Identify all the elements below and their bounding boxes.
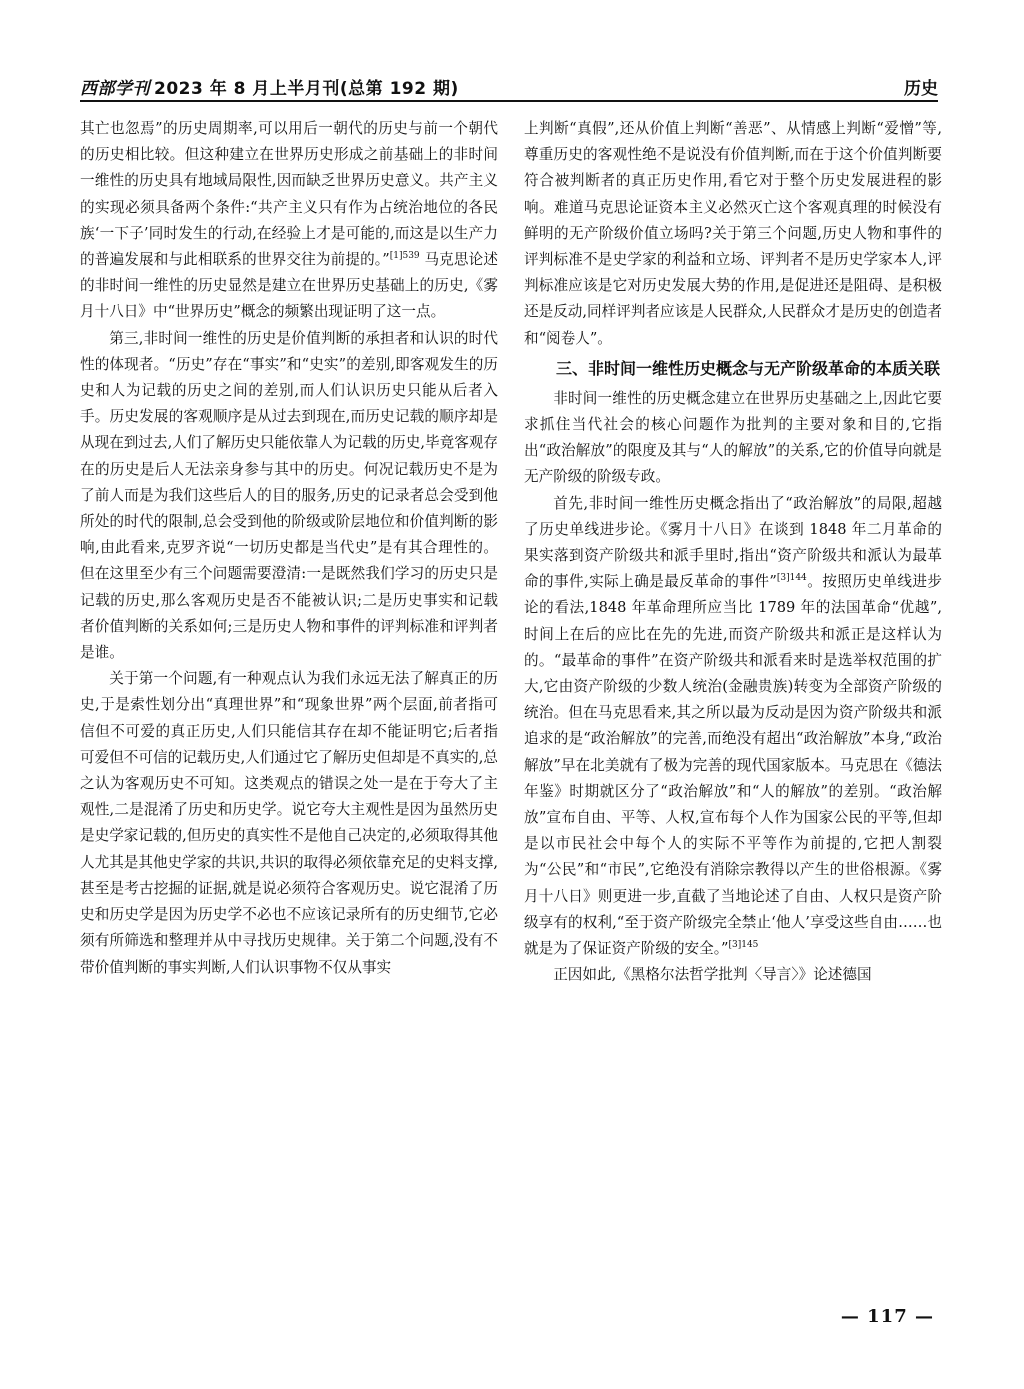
paragraph: 上判断“真假”,还从价值上判断“善恶”、从情感上判断“爱憎”等,尊重历史的客观性绝不是说没有价值判断,而在于这个价值判断要符合被判断者的真正历史作用,看它对于整个历史发展进程的影响。难道马克思论证资本主义必然灭亡这个客观真理的时候没有鲜明的无产阶级价值立场吗?关于第三个问题,历史人物和事件的评判标准不是史学家的利益和立场、评判者不是历史学家本人,评判标准应该是它对历史发展大势的作用,是促进还是阻碍、是积极还是反动,同样评判者应该是人民群众,人民群众才是历史的创造者和“阅卷人”。 [524, 120, 942, 347]
citation-ref: [1]539 [389, 251, 420, 262]
paragraph: 非时间一维性的历史概念建立在世界历史基础之上,因此它要求抓住当代社会的核心问题作为批判的主要对象和目的,它指出“政治解放”的限度及其与“人的解放”的关系,它的价值导向就是无产阶级的阶级专政。 [524, 389, 942, 486]
paragraph: 正因如此,《黑格尔法哲学批判〈导言〉》论述德国 [553, 966, 872, 984]
section-label: 历史 [904, 79, 938, 99]
right-column [524, 116, 942, 989]
paragraph: 其亡也忽焉”的历史周期率,可以用后一朝代的历史与前一个朝代的历史相比较。但这种建立在世界历史形成之前基础上的非时间一维性的历史具有地域局限性,因而缺乏世界历史意义。共产主义的实现必须具备两个条件:“共产主义只有作为占统治地位的各民族‘一下子’同时发生的行动,在经验上才是可能的,而这是以生产力的普遍发展和与此相联系的世界交往为前提的。”$^{[1]539}$ 马克思论述的非时间一维性的历史显然是建立在世界历史基础上的历史,《雾月十八日》中“世界历史”概念的频繁出现证明了这一点。 [80, 120, 498, 321]
issue-info: 2023 年 8 月上半月刊(总第 192 期) [154, 79, 459, 99]
citation-ref: [3]145 [728, 940, 759, 951]
citation-ref: [3]144 [776, 573, 807, 584]
paragraph: 关于第一个问题,有一种观点认为我们永远无法了解真正的历史,于是索性划分出“真理世界”和“现象世界”两个层面,前者指可信但不可爱的真正历史,人们只能信其存在却不能证明它;后者指可爱但不可信的记载历史,人们通过它了解历史但却是不真实的,总之认为客观历史不可知。这类观点的错误之处一是在于夸大了主观性,二是混淆了历史和历史学。说它夸大主观性是因为虽然历史是史学家记载的,但历史的真实性不是他自己决定的,必须取得其他人尤其是其他史学家的共识,共识的取得必须依靠充足的史料支撑,甚至是考古挖掘的证据,就是说必须符合客观历史。说它混淆了历史和历史学是因为历史学不必也不应该记录所有的历史细节,它必须有所筛选和整理并从中寻找历史规律。关于第二个问题,没有不带价值判断的事实判断,人们认识事物不仅从事实 [80, 670, 498, 976]
paragraph: 首先,非时间一维性历史概念指出了“政治解放”的局限,超越了历史单线进步论。《雾月十八日》在谈到 1848 年二月革命的果实落到资产阶级共和派手里时,指出“资产阶级共和派认为最革命的事件,实际上确是最反革命的事件”$^{[3]144}$。按照历史单线进步论的看法,1848 年革命理所应当比 1789 年的法国革命“优越”,时间上在后的应比在先的先进,而资产阶级共和派正是这样认为的。“最革命的事件”在资产阶级共和派看来时是选举权范围的扩大,它由资产阶级的少数人统治(金融贵族)转变为全部资产阶级的统治。但在马克思看来,其之所以最为反动是因为资产阶级共和派追求的是“政治解放”的完善,而绝没有超出“政治解放”本身,“政治解放”早在北美就有了极为完善的现代国家版本。马克思在《德法年鉴》时期就区分了“政治解放”和“人的解放”的差别。“政治解放”宣布自由、平等、人权,宣布每个人作为国家公民的平等,但却是以市民社会中每个人的实际不平等作为前提的,它把人割裂为“公民”和“市民”,它绝没有消除宗教得以产生的世俗根源。《雾月十八日》则更进一步,直截了当地论述了自由、人权只是资产阶级享有的权利,“至于资产阶级完全禁止‘他人’享受这些自由……也就是为了保证资产阶级的安全。”$^{[3]145}$ [524, 494, 942, 958]
page-number: — 117 — [840, 1306, 934, 1327]
journal-logo: 西部学刊 [80, 79, 150, 99]
left-column [80, 116, 498, 981]
paragraph: 第三,非时间一维性的历史是价值判断的承担者和认识的时代性的体现者。“历史”存在“事实”和“史实”的差别,即客观发生的历史和人为记载的历史之间的差别,而人们认识历史只能从后者入手。历史发展的客观顺序是从过去到现在,而历史记载的顺序却是从现在到过去,人们了解历史只能依靠人为记载的历史,毕竟客观存在的历史是后人无法亲身参与其中的历史。何况记载历史不是为了前人而是为我们这些后人的目的服务,历史的记录者总会受到他所处的时代的限制,总会受到他的阶级或阶层地位和价值判断的影响,由此看来,克罗齐说“一切历史都是当代史”是有其合理性的。但在这里至少有三个问题需要澄清:一是既然我们学习的历史只是记载的历史,那么客观历史是否不能被认识;二是历史事实和记载者价值判断的关系如何;三是历史人物和事件的评判标准和评判者是谁。 [80, 329, 498, 662]
section-heading: 三、非时间一维性历史概念与无产阶级革命的本质关联 [556, 358, 941, 378]
running-header [80, 72, 938, 102]
journal-title [80, 74, 459, 99]
